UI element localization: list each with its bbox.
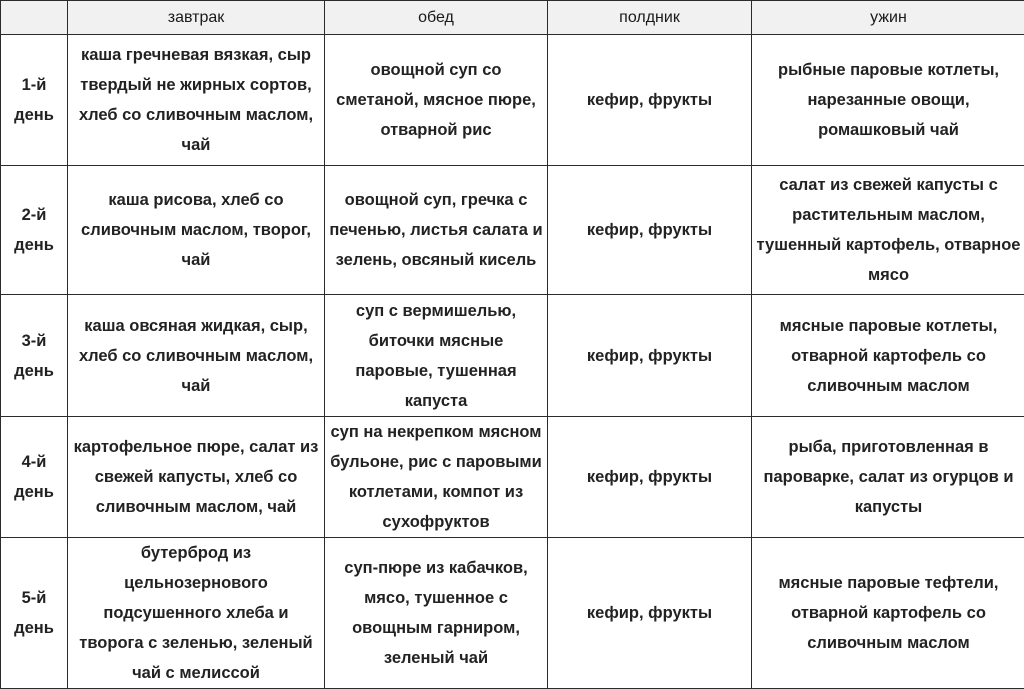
header-dinner: ужин	[752, 1, 1024, 35]
corner-cell	[1, 1, 68, 35]
table-row	[1, 538, 1024, 689]
header-row	[1, 1, 1024, 35]
header-breakfast: завтрак	[68, 1, 325, 35]
snack-cell: кефир, фрукты	[548, 166, 752, 295]
dinner-cell: рыба, приготовленная в пароварке, салат из огурцов и капусты	[752, 417, 1024, 538]
snack-cell: кефир, фрукты	[548, 295, 752, 417]
dinner-cell: салат из свежей капусты с растительным маслом, тушенный картофель, отварное мясо	[752, 166, 1024, 295]
lunch-cell: суп-пюре из кабачков, мясо, тушенное с овощным гарниром, зеленый чай	[325, 538, 548, 689]
dinner-cell: мясные паровые котлеты, отварной картофель со сливочным маслом	[752, 295, 1024, 417]
lunch-cell: овощной суп, гречка с печенью, листья салата и зелень, овсяный кисель	[325, 166, 548, 295]
table-row	[1, 417, 1024, 538]
breakfast-cell: каша овсяная жидкая, сыр, хлеб со сливочным маслом, чай	[68, 295, 325, 417]
lunch-cell: овощной суп со сметаной, мясное пюре, отварной рис	[325, 35, 548, 166]
breakfast-cell: картофельное пюре, салат из свежей капусты, хлеб со сливочным маслом, чай	[68, 417, 325, 538]
day-label: 3-й день	[1, 295, 68, 417]
day-label: 4-й день	[1, 417, 68, 538]
header-lunch: обед	[325, 1, 548, 35]
snack-cell: кефир, фрукты	[548, 538, 752, 689]
dinner-cell: рыбные паровые котлеты, нарезанные овощи, ромашковый чай	[752, 35, 1024, 166]
table-row	[1, 295, 1024, 417]
snack-cell: кефир, фрукты	[548, 417, 752, 538]
lunch-cell: суп с вермишелью, биточки мясные паровые, тушенная капуста	[325, 295, 548, 417]
dinner-cell: мясные паровые тефтели, отварной картофель со сливочным маслом	[752, 538, 1024, 689]
day-label: 2-й день	[1, 166, 68, 295]
day-label: 1-й день	[1, 35, 68, 166]
snack-cell: кефир, фрукты	[548, 35, 752, 166]
breakfast-cell: бутерброд из цельнозернового подсушенного хлеба и творога с зеленью, зеленый чай с мелиссой	[68, 538, 325, 689]
breakfast-cell: каша гречневая вязкая, сыр твердый не жирных сортов, хлеб со сливочным маслом, чай	[68, 35, 325, 166]
lunch-cell: суп на некрепком мясном бульоне, рис с паровыми котлетами, компот из сухофруктов	[325, 417, 548, 538]
table-row	[1, 166, 1024, 295]
day-label: 5-й день	[1, 538, 68, 689]
breakfast-cell: каша рисова, хлеб со сливочным маслом, творог, чай	[68, 166, 325, 295]
header-snack: полдник	[548, 1, 752, 35]
table-row	[1, 35, 1024, 166]
